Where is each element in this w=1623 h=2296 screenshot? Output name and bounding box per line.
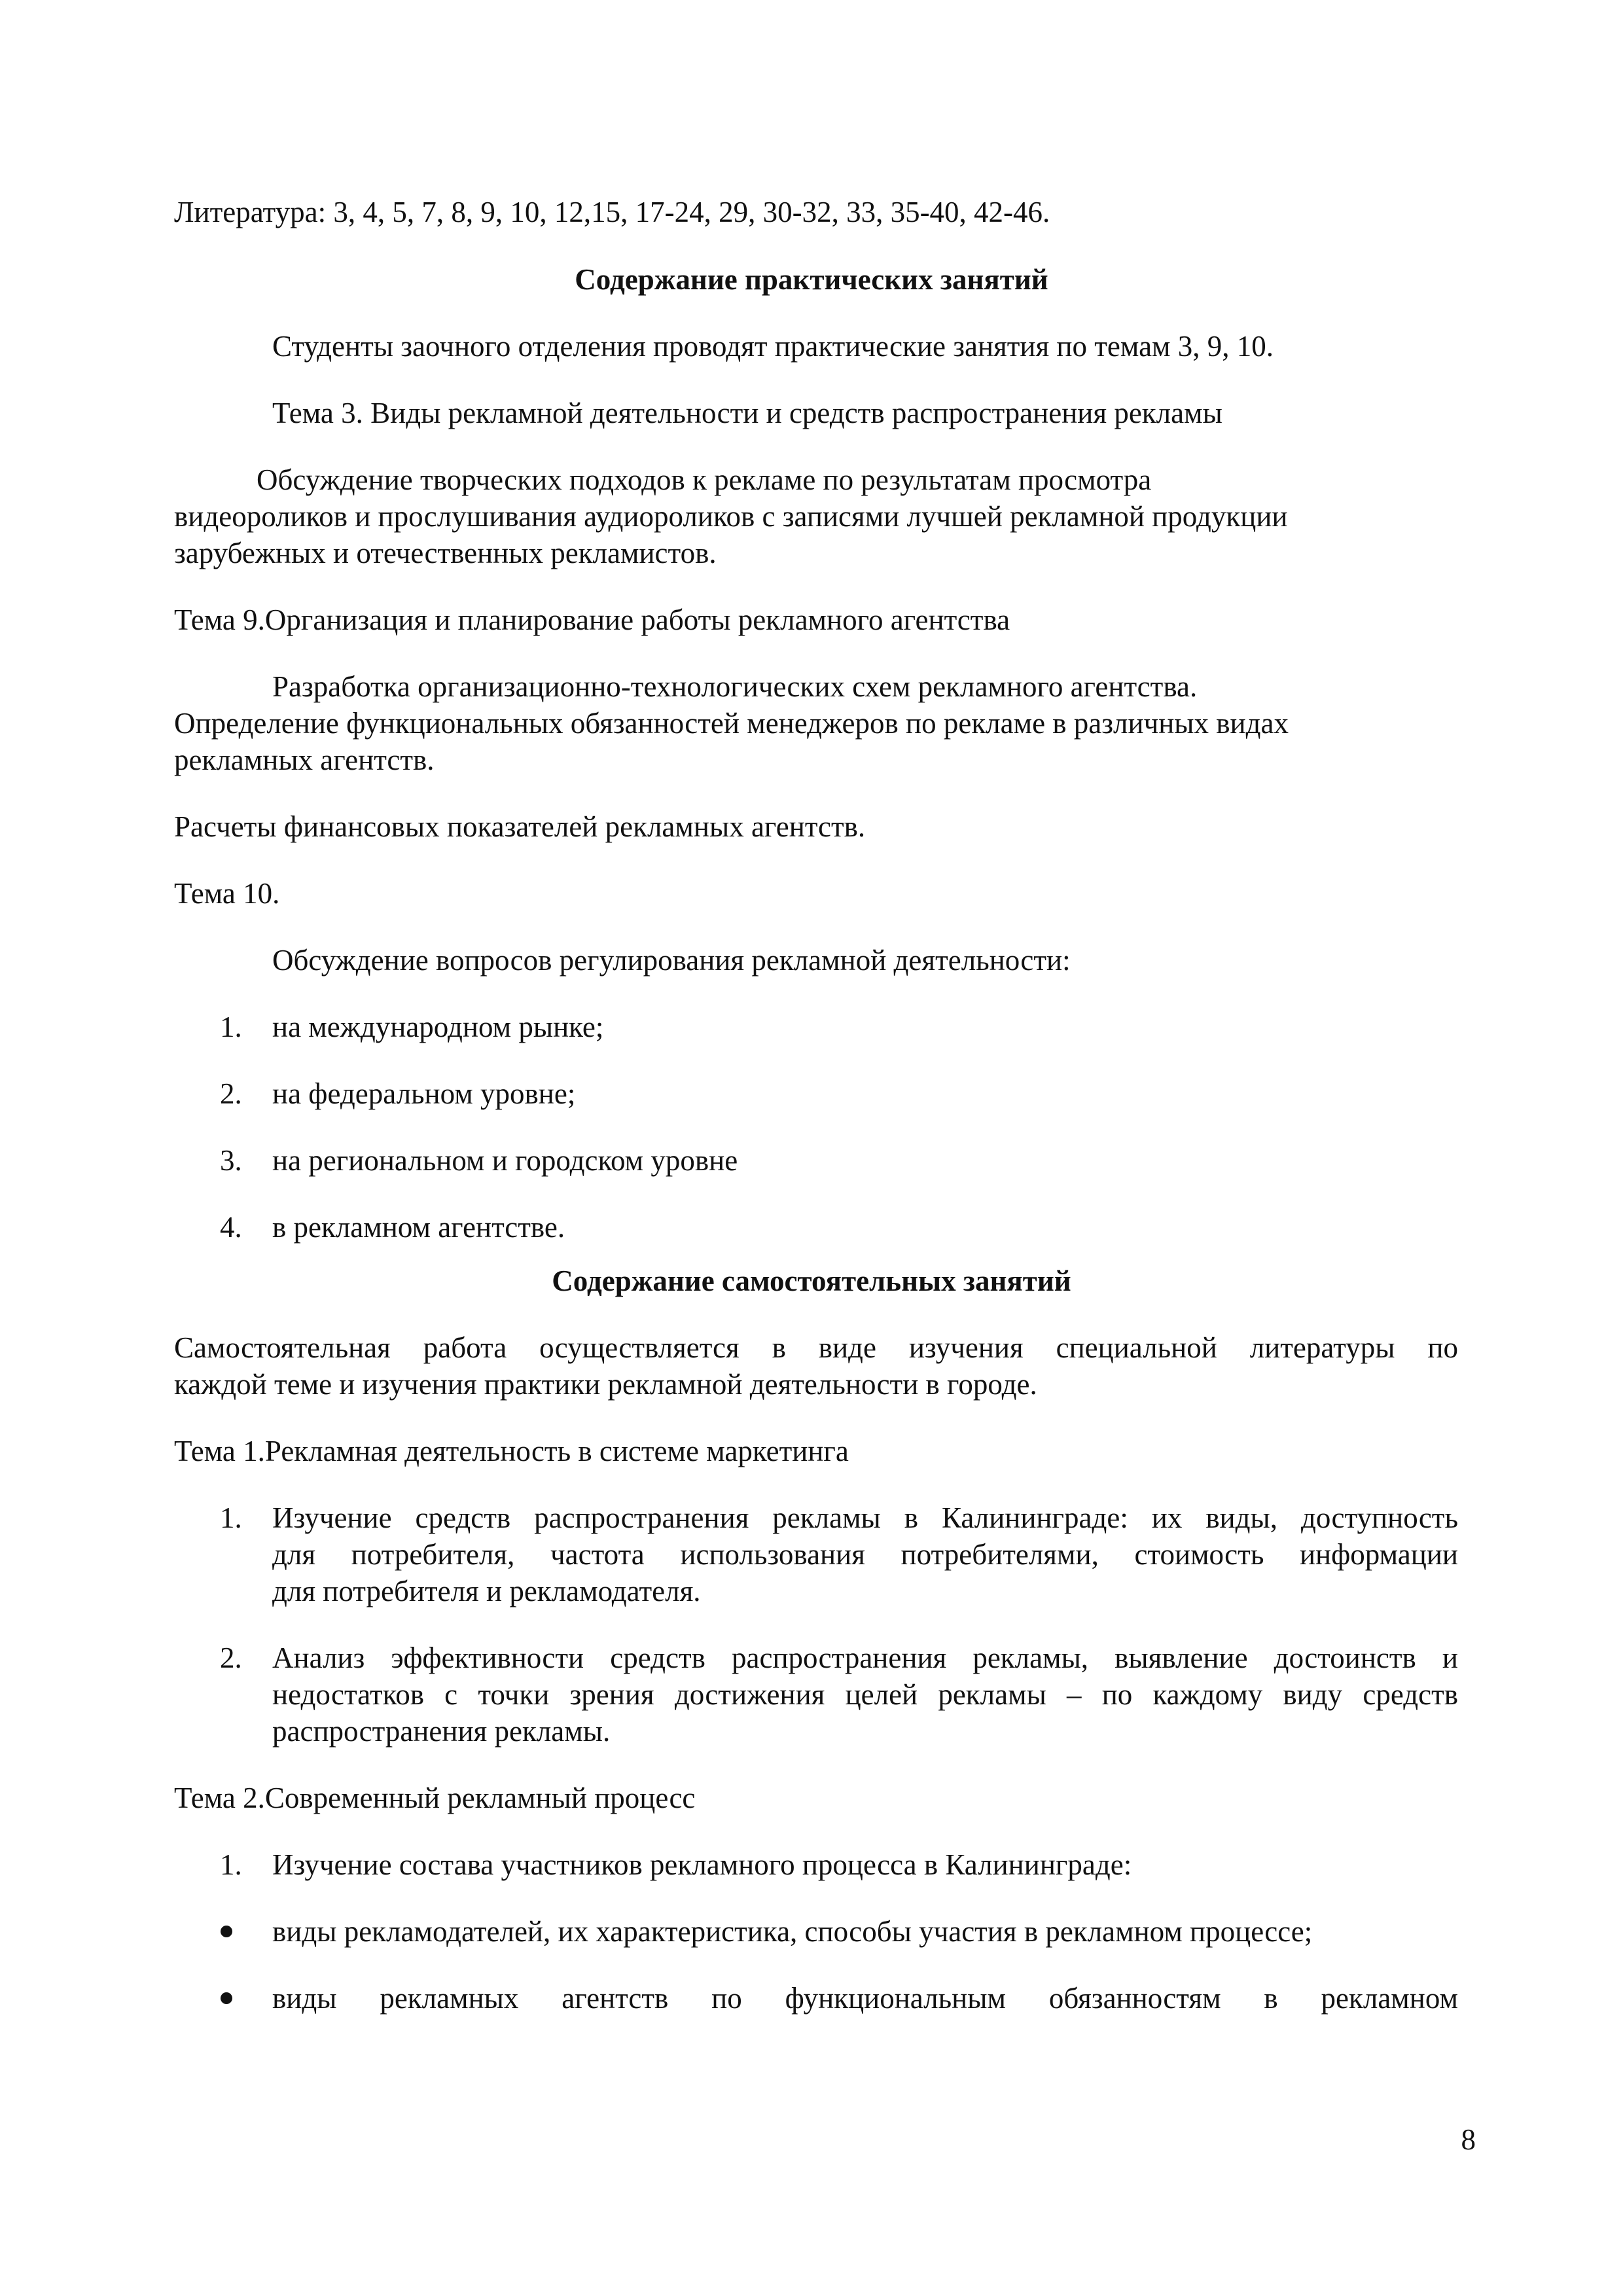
list-number: 4. [220,1211,242,1244]
topic1-item1-line-3: для потребителя и рекламодателя. [272,1575,701,1607]
list-number: 3. [220,1144,242,1177]
topic1-title: Тема 1.Рекламная деятельность в системе маркетинга [174,1435,849,1467]
practical-heading: Содержание практических занятий [575,263,1048,296]
list-item: на международном рынке; [272,1011,604,1043]
list-number: 1. [220,1501,242,1534]
independent-intro-line-1: Самостоятельная работа осуществляется в виде изучения специальной литературы по [174,1331,1458,1364]
list-item: на региональном и городском уровне [272,1144,738,1177]
topic9-line-2: Определение функциональных обязанностей менеджеров по рекламе в различных видах [174,707,1289,740]
bullet-item: виды рекламных агентств по функциональным обязанностям в рекламном [272,1982,1458,2015]
bullet-icon [221,1992,232,2004]
topic9-finance: Расчеты финансовых показателей рекламных агентств. [174,810,866,843]
topic3-line-2: видеороликов и прослушивания аудиороликов с записями лучшей рекламной продукции [174,500,1288,533]
topic1-item1-line-1: Изучение средств распространения рекламы в Калининграде: их виды, доступность [272,1501,1458,1534]
list-number: 2. [220,1077,242,1110]
topic1-item2-line-3: распространения рекламы. [272,1715,611,1748]
list-number: 2. [220,1641,242,1674]
topic9-title: Тема 9.Организация и планирование работы рекламного агентства [174,603,1010,636]
topic1-item1-line-2: для потребителя, частота использования потребителями, стоимость информации [272,1538,1458,1571]
topic1-item2-line-2: недостатков с точки зрения достижения целей рекламы – по каждому виду средств [272,1678,1458,1711]
topic2-title: Тема 2.Современный рекламный процесс [174,1782,696,1814]
list-item: в рекламном агентстве. [272,1211,565,1244]
topic2-item1: Изучение состава участников рекламного процесса в Калининграде: [272,1848,1132,1881]
literature-line: Литература: 3, 4, 5, 7, 8, 9, 10, 12,15, 17-24, 29, 30-32, 33, 35-40, 42-46. [174,196,1050,228]
bullet-icon [221,1926,232,1937]
list-item: на федеральном уровне; [272,1077,576,1110]
page-number: 8 [1461,2123,1476,2156]
list-number: 1. [220,1011,242,1043]
topic1-item2-line-1: Анализ эффективности средств распространения рекламы, выявление достоинств и [272,1641,1458,1674]
independent-intro-line-2: каждой теме и изучения практики рекламной деятельности в городе. [174,1368,1037,1401]
list-number: 1. [220,1848,242,1881]
topic9-line-1: Разработка организационно-технологических схем рекламного агентства. [272,670,1198,703]
topic10-title: Тема 10. [174,877,280,910]
independent-heading: Содержание самостоятельных занятий [552,1265,1071,1297]
topic10-intro: Обсуждение вопросов регулирования рекламной деятельности: [272,944,1071,977]
topic3-title: Тема 3. Виды рекламной деятельности и средств распространения рекламы [272,397,1222,429]
practical-intro: Студенты заочного отделения проводят практические занятия по темам 3, 9, 10. [272,330,1274,363]
bullet-item: виды рекламодателей, их характеристика, способы участия в рекламном процессе; [272,1915,1313,1948]
topic3-line-1: Обсуждение творческих подходов к рекламе по результатам просмотра [257,463,1152,496]
topic3-line-3: зарубежных и отечественных рекламистов. [174,537,717,569]
topic9-line-3: рекламных агентств. [174,744,435,776]
